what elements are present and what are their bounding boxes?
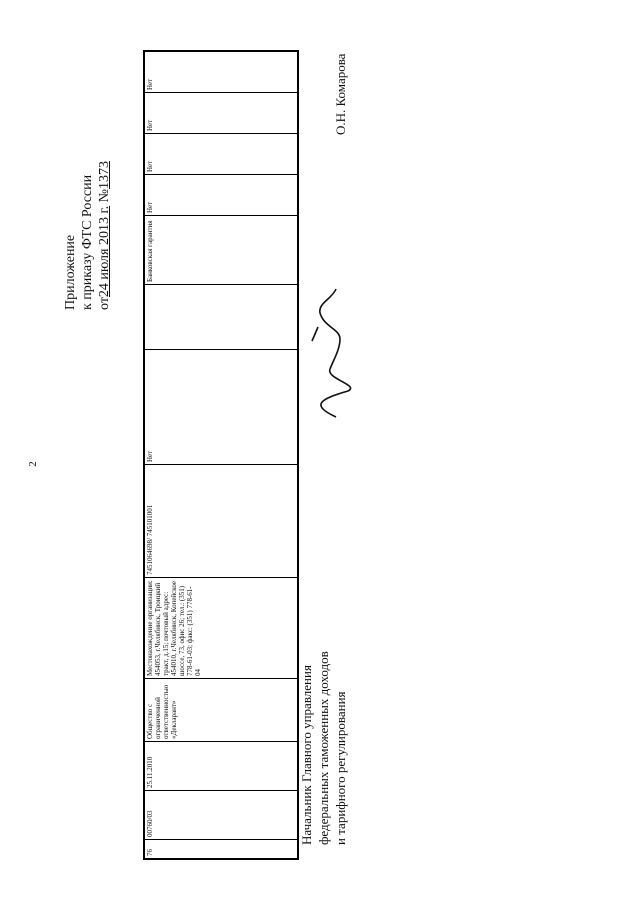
page-number: 2 xyxy=(26,461,39,467)
cell-org: Общество с ограниченной ответственностью «Декларант» xyxy=(145,679,298,742)
cell-code: 00760/03 xyxy=(145,791,298,840)
cell-col8 xyxy=(145,285,298,350)
signer-position-line2: федеральных таможенных доходов xyxy=(316,651,331,845)
registry-table xyxy=(143,50,299,860)
number-prefix: № xyxy=(97,189,112,203)
signer-position-line1: Начальник Главного управления xyxy=(299,665,314,845)
order-number: 1373 xyxy=(97,161,112,189)
cell-col13: Нет xyxy=(145,52,298,93)
appendix-header xyxy=(62,50,113,310)
order-date: 24 июля 2013 г. xyxy=(97,205,112,298)
cell-location: Местонахождение организации: 454053, г.Челябинск, Троицкий тракт, д.15; почтовый адрес: 454010, г.Челябинск, Копейское шоссе, 73, офис 26; тел.: (351) 778-61-03; факс: (351) 778-61-04 xyxy=(145,578,298,679)
appendix-order: к приказу ФТС России xyxy=(80,174,95,310)
cell-col11: Нет xyxy=(145,134,298,175)
handwritten-signature xyxy=(290,285,370,425)
cell-date: 25.11.2010 xyxy=(145,742,298,791)
cell-inn: 7451064698/ 745101001 xyxy=(145,465,298,578)
cell-col10: Нет xyxy=(145,175,298,216)
cell-col12: Нет xyxy=(145,93,298,134)
cell-col7: Нет xyxy=(145,350,298,465)
appendix-title: Приложение xyxy=(63,234,78,310)
signer-name: О.Н. Комарова xyxy=(333,53,348,135)
date-prefix: от xyxy=(97,297,112,310)
table-row xyxy=(145,52,298,859)
signer-position xyxy=(298,585,349,845)
signer-position-line3: и тарифного регулирования xyxy=(333,691,348,845)
cell-col9: Банковская гарантия xyxy=(145,216,298,285)
cell-num: 76 xyxy=(145,840,298,859)
appendix-date-line xyxy=(96,50,113,310)
